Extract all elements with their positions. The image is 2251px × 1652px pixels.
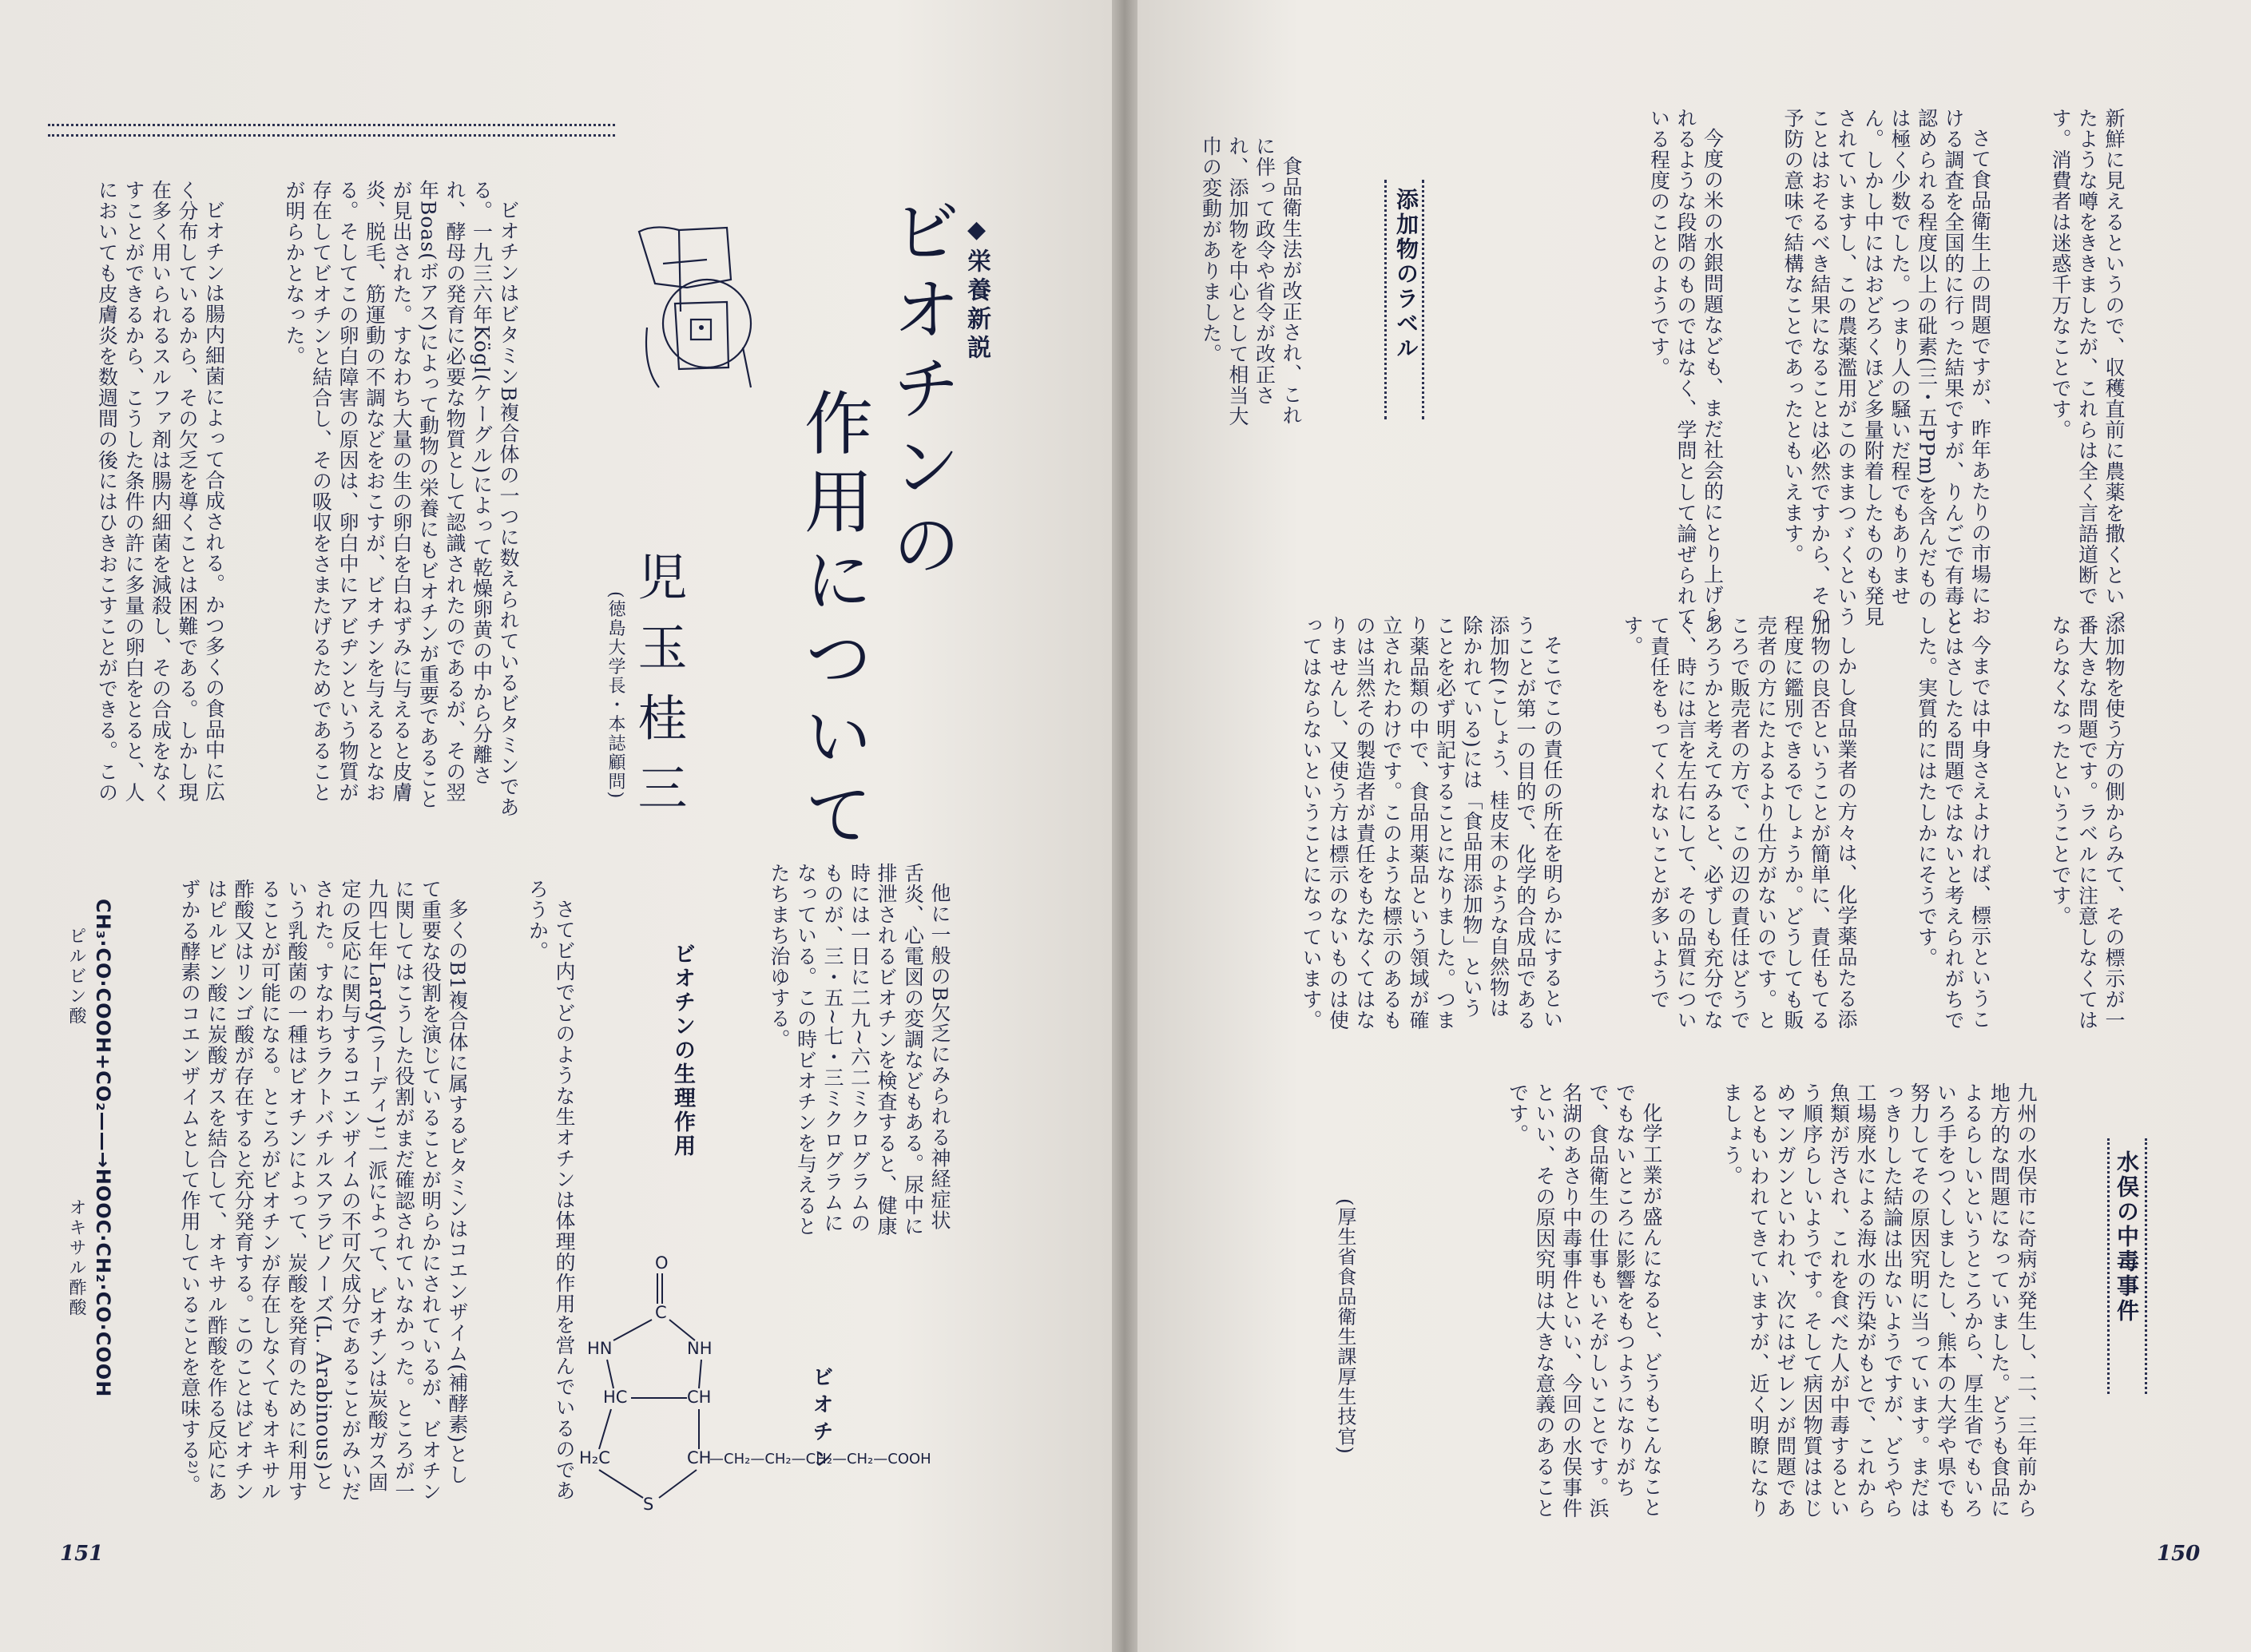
book-gutter	[1112, 0, 1137, 1652]
right-col1	[1502, 108, 2181, 627]
atom-hc: HC	[603, 1388, 628, 1407]
side-chain: —CH₂—CH₂—CH₂—CH₂—COOH	[709, 1451, 931, 1467]
heading-rule	[2145, 1138, 2147, 1394]
paragraph: 化学工業が盛んになると、どうもこんなことでもないところに影響をもつようになりがちで、食品衛生の仕事もいそがしいことです。浜名湖のあさり中毒事件といい、今回の水俣事件といい、その原因究明は大きな意義のあることです。	[1506, 1082, 1663, 1519]
series-label: ◆栄養新説	[963, 216, 991, 363]
atom-nh: NH	[687, 1339, 713, 1358]
atom-hn: HN	[587, 1339, 613, 1358]
paragraph: ビオチンはビタミンB複合体の一つに数えられているビタミンである。一九三六年Kögl(ケーグル)によって乾燥卵黄の中から分離され、酵母の発育に必要な物質として認識されたのであるが、その翌年Boas(ボアス)によって動物の栄養にもビオチンが重要であることが見出された。すなわち大量の生の卵白を白ねずみに与えると皮膚炎、脱毛、筋運動の不調などをおこすが、ビオチンを与えるとなおる。そしてこの卵白障害の原因は、卵白中にアビヂンという物質が存在してビオチンと結合し、その吸収をさまたげるためであることが明らかとなった。	[283, 180, 520, 818]
line-illustration	[631, 216, 767, 415]
paragraph: そこでこの責任の所在を明らかにするということが第一の目的で、化学的合成品である添加物(こしょう、桂皮末のような自然物は除かれている)には「食品用添加物」ということを必ず明記することになりました。つまり薬品類の中で、食品用薬品という領域が確立されたわけです。このような標示のあるものは当然その製造者が責任をもたなくてはなりませんし、又使う方は標示のないものは使ってはならないということになっています。	[1300, 615, 1564, 1031]
paragraph: さて食品衛生上の問題ですが、昨年あたりの市場における調査を全国的に行った結果ですが、りんごで有毒と認められる程度以上の砒素(三・五PPm)を含んだものは極く少数でした。つまり人の騒いだ程でもありません。しかし中にはおどろくほど多量附着したものも発見されていますし、この農薬濫用がこのままつゞくということはおそるべき結果になることは必然ですから、その予防の意味で結構なことであったともいえます。	[1781, 108, 1992, 627]
paragraph: 食品衛生法が改正され、これに伴って政令や省令が改正され、添加物を中心として相当大巾の変動がありました。	[1199, 136, 1303, 427]
right-col2	[1199, 136, 1358, 439]
heading-minamata: 水俣の中毒事件	[2114, 1150, 2140, 1324]
atom-s: S	[643, 1495, 654, 1514]
biotin-structure	[575, 1246, 959, 1534]
heading-additive-label: 添加物のラベル	[1393, 188, 1419, 361]
formula-label-oxaloacetic: オキサル酢酸	[66, 1198, 86, 1318]
atom-c: C	[655, 1303, 667, 1322]
heading-rule	[1384, 180, 1387, 419]
paragraph: 今度の米の水銀問題なども、まだ社会的にとり上げられるような段階のものではなく、学問として論ぜられている程度のことのようです。	[1647, 108, 1725, 627]
page-number-left: 151	[60, 1542, 104, 1566]
paragraph: さてビ内でどのような生オチンは体理的作用を営んでいるのであろうか。	[526, 879, 576, 1501]
section-heading: ビオチンの生理作用	[670, 943, 695, 1158]
left-physiology	[152, 879, 631, 1502]
left-upper-right	[768, 863, 1006, 1238]
heading-rule	[1422, 180, 1424, 419]
heading-rule	[2107, 1138, 2110, 1394]
decorative-rule	[48, 124, 615, 137]
left-intro	[80, 180, 575, 819]
author-affiliation: (徳島大学長・本誌顧問)	[605, 591, 625, 800]
right-col4	[1454, 1082, 2093, 1530]
atom-ch-side: CH	[687, 1448, 712, 1467]
atom-h2c: H₂C	[579, 1448, 610, 1467]
paragraph: 九州の水俣市に奇病が発生し、二、三年前から地方的な問題になっていました。どうも食品によるらしいというところから、厚生省でもいろいろ手をつくしましたし、熊本の大学や県でも努力してその原因究明に当っています。まだはっきりした結論は出ないようですが、どうやら工場廃水による海水の汚染がもとで、これから魚類が汚され、これを食べた人が中毒するという順序らしいようです。そして病因物質ははじめマンガンといわれ、次にはゼレンが問題であるともいわれてきていますが、近く明瞭になりましょう。	[1720, 1082, 2038, 1519]
atom-ch: CH	[687, 1388, 712, 1407]
paragraph: ビオチンは腸内細菌によって合成される。かつ多くの食品中に広く分布しているから、その欠乏を導くことは困難である。しかし現在多く用いられるスルファ剤は腸内細菌を減殺し、その合成をなくすことができるから、こうした条件の許に多量の卵白をとると、人においても皮膚炎を数週間の後にはひきおこすことができる。この	[95, 180, 226, 803]
reaction-formula: CH₃·CO·COOH+CO₂——→HOOC·CH₂·CO·COOH	[92, 899, 114, 1398]
structure-label: ビオチン	[809, 1366, 833, 1475]
paragraph: 今までは中身さえよければ、標示ということはさしたる問題ではないと考えられがちでした。実質的にはたしかにそうです。	[1915, 615, 1992, 1031]
paragraph: 新鮮に見えるというので、収穫直前に農薬を撒くといったような噂をききましたが、これらは全く言語道断です。消費者は迷惑千万なことです。	[2049, 108, 2126, 627]
atom-o: O	[655, 1253, 669, 1273]
paragraph: 添加物を使う方の側からみて、その標示が一番大きな問題です。ラベルに注意しなくてはならなくなったということです。	[2049, 615, 2126, 1031]
author-name: 児玉桂三	[629, 551, 688, 832]
author-note: (厚生省食品衛生課厚生技官)	[1334, 1198, 1356, 1455]
formula-label-pyruvic: ピルビン酸	[66, 927, 86, 1027]
paragraph: 他に一般のB欠乏にみられる神経症状舌炎、心電図の変調などもある。尿中に排泄されるビオチンを検査すると、健康時には一日に二九~六二ミクログラムのものが、三・五~七・三ミクログラムになっている。この時ビオチンを与えるとたちまち治ゆする。	[768, 863, 951, 1237]
page-number-right: 150	[2157, 1542, 2201, 1566]
title-line1: ビオチンの	[880, 196, 960, 587]
right-col3	[1262, 615, 2181, 1031]
paragraph: 多くのB1複合体に属するビタミンはコエンザイム(補酵素)として重要な役割を演じていることが明らかにされているが、ビオチンに関してはこうした役割がまだ確認されていなかった。ところが一九四七年Lardy(ラーディ)¹⁾一派によって、ビオチンは炭酸ガス固定の反応に関与するコエンザイムの不可欠成分であることがみいだされた。すなわちラクトバチルスアラビノーズ(L. Arabinous)という乳酸菌の一種はビオチンによって、炭酸を発育のために利用することが可能になる。ところがビオチンが存在しなくてもオキサル酢酸又はリンゴ酸が存在すると充分発育する。このことはビオチンはピルビン酸に炭酸ガスを結合して、オキサル酢酸を作る反応にあずかる酵素のコエンザイムとして作用していることを意味する²⁾。	[178, 879, 469, 1502]
paragraph: しかし食品業者の方々は、化学薬品たる添加物の良否ということが簡単に、責任もてる程度に鑑別できるでしょうか。どうしても販売者の方にたよるより仕方がないのです。ところで販売者の方で、この辺の責任はどうであろうかと考えてみると、必ずしも充分でなく、時には言を左右にして、その品質について責任をもってくれないことが多いようです。	[1621, 615, 1858, 1031]
title-line2: 作用について	[792, 387, 872, 857]
